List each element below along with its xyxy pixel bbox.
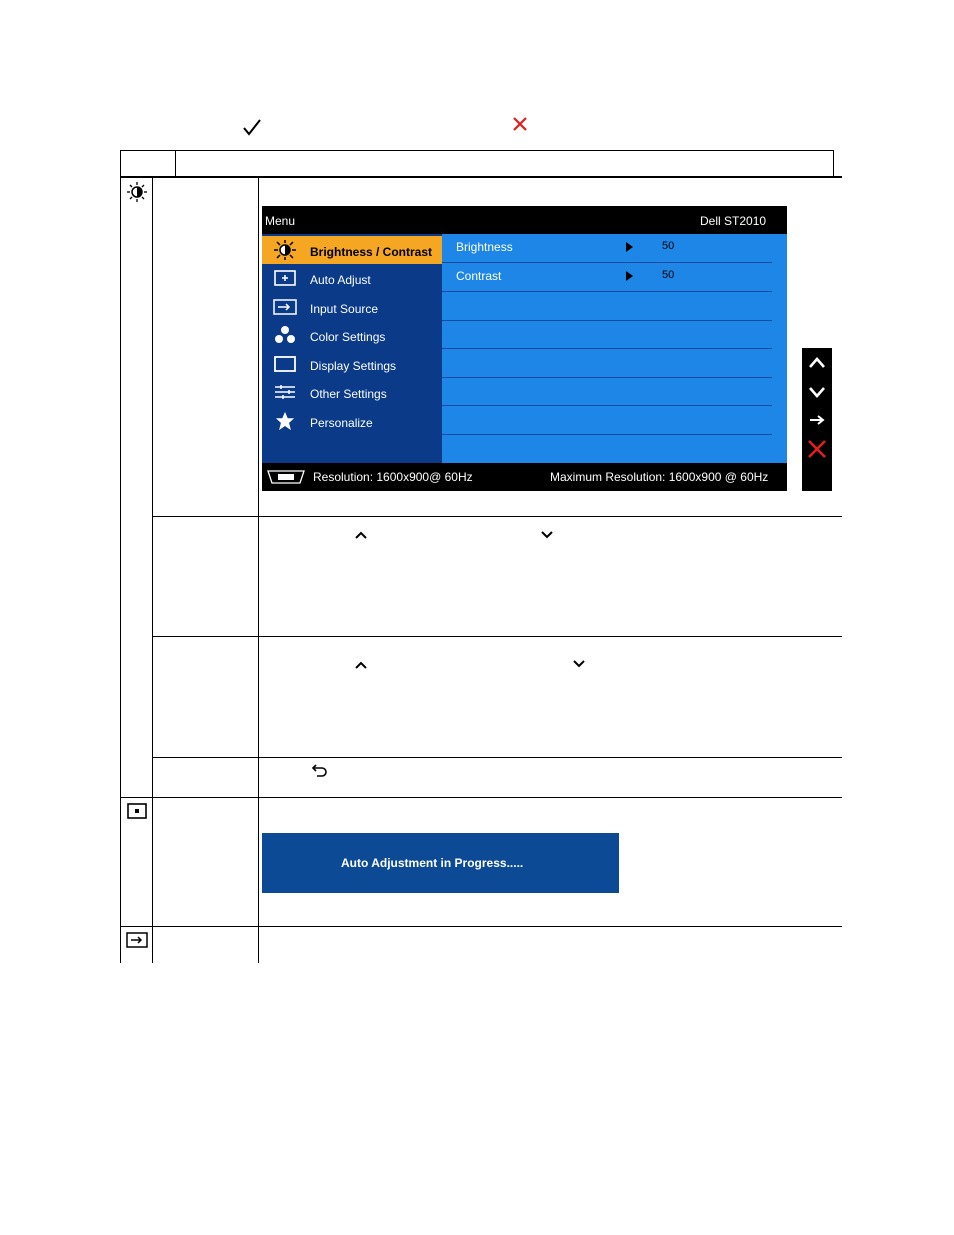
submenu-row-empty	[442, 320, 772, 349]
menu-item-input-source[interactable]	[262, 293, 442, 321]
menu-item-label: Input Source	[310, 302, 379, 316]
submenu-row-brightness[interactable]	[442, 234, 772, 263]
osd-menu-screenshot	[262, 206, 787, 491]
enter-arrow-icon[interactable]	[808, 414, 826, 426]
submenu-row-empty	[442, 434, 772, 462]
osd-model: Dell ST2010	[700, 214, 767, 228]
menu-item-display-settings[interactable]	[262, 350, 442, 378]
submenu-value: 50	[662, 269, 675, 281]
color-dots-icon	[273, 325, 297, 345]
exit-x-icon[interactable]	[807, 439, 827, 459]
menu-item-label: Display Settings	[310, 359, 397, 373]
menu-item-label: Other Settings	[310, 387, 387, 401]
menu-item-other-settings[interactable]	[262, 378, 442, 406]
input-source-icon	[273, 297, 297, 317]
submenu-label: Brightness	[456, 240, 513, 254]
auto-adjust-icon	[273, 268, 297, 288]
menu-item-label: Brightness / Contrast	[310, 245, 433, 259]
back-arrow-icon	[311, 763, 329, 778]
star-icon	[273, 411, 297, 431]
down-icon[interactable]	[807, 384, 827, 400]
down-caret-icon	[572, 659, 586, 669]
osd-button-panel	[802, 348, 832, 491]
red-x-icon	[512, 116, 528, 132]
submenu-label: Contrast	[456, 269, 502, 283]
display-rect-icon	[273, 354, 297, 374]
submenu-value: 50	[662, 240, 675, 252]
triangle-right-icon	[626, 271, 633, 281]
brightness-icon	[125, 181, 149, 203]
auto-adjust-progress-box	[262, 833, 619, 893]
input-source-icon	[126, 932, 148, 948]
triangle-right-icon	[626, 242, 633, 252]
menu-item-label: Personalize	[310, 416, 373, 430]
submenu-row-empty	[442, 349, 772, 378]
menu-item-color-settings[interactable]	[262, 321, 442, 349]
menu-item-label: Color Settings	[310, 330, 386, 344]
auto-adjust-message: Auto Adjustment in Progress.....	[341, 856, 524, 870]
osd-main-menu	[262, 234, 442, 463]
down-caret-icon	[540, 530, 554, 540]
osd-title: Menu	[265, 214, 296, 228]
up-caret-icon	[354, 530, 368, 540]
auto-adjust-icon	[127, 803, 147, 819]
up-caret-icon	[354, 660, 368, 670]
sliders-icon	[273, 382, 297, 402]
submenu-row-empty	[442, 377, 772, 406]
menu-item-auto-adjust[interactable]	[262, 264, 442, 292]
osd-submenu	[442, 234, 787, 463]
resolution-text: Resolution: 1600x900@ 60Hz	[313, 470, 473, 484]
submenu-row-empty	[442, 292, 772, 321]
checkmark-icon	[242, 118, 262, 136]
sun-icon	[273, 240, 297, 260]
menu-item-label: Auto Adjust	[310, 273, 371, 287]
osd-header	[262, 206, 787, 234]
vga-connector-icon	[266, 469, 306, 485]
osd-footer	[262, 463, 787, 491]
max-resolution-text: Maximum Resolution: 1600x900 @ 60Hz	[550, 470, 769, 484]
up-icon[interactable]	[807, 355, 827, 371]
submenu-row-empty	[442, 406, 772, 435]
menu-item-personalize[interactable]	[262, 407, 442, 435]
submenu-row-contrast[interactable]	[442, 263, 772, 292]
menu-item-brightness-contrast[interactable]	[262, 236, 442, 264]
